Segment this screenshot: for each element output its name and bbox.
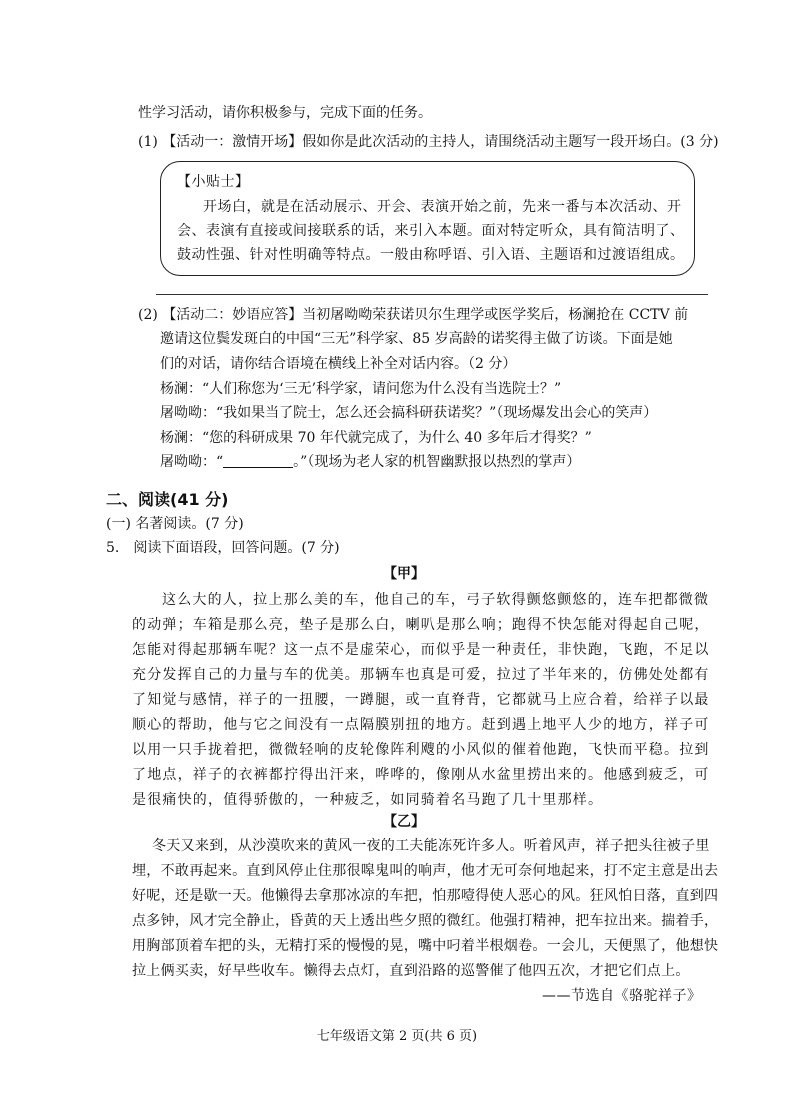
question-2-line bbox=[138, 305, 688, 325]
dialogue-line: 屠呦呦：“我如果当了院士，怎么还会搞科研获诺奖？”（现场爆发出会心的笑声） bbox=[160, 405, 658, 421]
passage-yi-line: 好呢，还是歇一天。他懒得去拿那冰凉的车把，怕那噎得使人恶心的风。狂风怕日落，直到四 bbox=[132, 888, 719, 904]
intro-line: 性学习活动，请你积极参与，完成下面的任务。 bbox=[138, 105, 432, 121]
section-2-title: 二、阅读(41 分) bbox=[106, 490, 229, 509]
passage-jia-line: 充分发挥自己的力量与车的优美。那辆车也真是可爱，拉过了半年来的，仿佛处处都有 bbox=[132, 667, 710, 683]
passage-jia-line: 顺心的帮助，他与它之间没有一点隔膜别扭的地方。赶到遇上地平人少的地方，祥子可 bbox=[132, 717, 710, 733]
question-5: 5. 阅读下面语段，回答问题。(7 分) bbox=[106, 540, 340, 556]
passage-jia-heading: 【甲】 bbox=[383, 566, 425, 582]
tip-line: 开场白，就是在活动展示、开会、表演开始之前，先来一番与本次活动、开 bbox=[203, 199, 682, 215]
divider-line bbox=[156, 294, 708, 295]
tip-line: 鼓动性强、针对性明确等特点。一般由称呼语、引入语、主题语和过渡语组成。 bbox=[177, 247, 685, 263]
tip-title: 【小贴士】 bbox=[177, 174, 250, 190]
passage-yi-line: 点多钟，风才完全静止，昏黄的天上透出些夕照的微红。他强打精神，把车拉出来。揣着手， bbox=[132, 913, 719, 929]
passage-yi-line: 埋，不敢再起来。直到风停止住那很嗥鬼叫的响声，他才无可奈何地起来，打不定主意是出去 bbox=[132, 863, 719, 879]
passage-jia-line: 了知觉与感情，祥子的一扭腰，一蹲腿，或一直脊背，它都就马上应合着，给祥子以最 bbox=[132, 692, 710, 708]
answer-suffix: 。”（现场为老人家的机智幽默报以热烈的掌声） bbox=[293, 454, 581, 470]
passage-yi-heading: 【乙】 bbox=[383, 814, 425, 830]
question-2-line: 邀请这位鬓发斑白的中国“三无”科学家、85 岁高龄的诺奖得主做了访谈。下面是她 bbox=[160, 331, 673, 347]
page-footer: 七年级语文第 2 页(共 6 页) bbox=[316, 1029, 478, 1044]
question-1-number: (1) bbox=[138, 134, 158, 150]
dialogue-line: 杨澜：“您的科研成果 70 年代就完成了，为什么 40 多年后才得奖？” bbox=[160, 430, 592, 446]
passage-jia-line: 是很痛快的，值得骄傲的，一种疲乏，如同骑着名马跑了几十里那样。 bbox=[132, 792, 604, 808]
passage-source: ——节选自《骆驼祥子》 bbox=[542, 988, 702, 1004]
section-2-subtitle: (一) 名著阅读。(7 分) bbox=[106, 516, 244, 532]
question-2-text: 【活动二：妙语应答】当初屠呦呦荣获诺贝尔生理学或医学奖后，杨澜抢在 CCTV 前 bbox=[162, 307, 689, 323]
passage-jia-line: 怎能对得起那辆车呢？这一点不是虚荣心，而似乎是一种责任，非快跑，飞跑，不足以 bbox=[132, 642, 710, 658]
dialogue-line: 杨澜：“人们称您为‘三无’科学家，请问您为什么没有当选院士？” bbox=[160, 381, 562, 397]
passage-jia-line: 这么大的人，拉上那么美的车，他自己的车，弓子软得颤悠颤悠的，连车把都微微 bbox=[162, 592, 710, 608]
passage-jia-line: 的动弹；车箱是那么亮，垫子是那么白，喇叭是那么响；跑得不快怎能对得起自己呢， bbox=[132, 617, 710, 633]
passage-jia-line: 了地点，祥子的衣裤都拧得出汗来，哗哗的，像刚从水盆里捞出来的。他感到疲乏，可 bbox=[132, 767, 710, 783]
answer-line bbox=[160, 452, 580, 472]
passage-jia-line: 以用一只手拢着把，微微轻响的皮轮像阵利飕的小风似的催着他跑，飞快而平稳。拉到 bbox=[132, 742, 710, 758]
question-2-number: (2) bbox=[138, 307, 158, 323]
passage-yi-line: 用胸部顶着车把的头，无精打采的慢慢的晃，嘴中叼着半根烟卷。一会儿，天便黑了，他想快 bbox=[132, 938, 719, 954]
answer-blank[interactable] bbox=[223, 452, 293, 468]
passage-yi-line: 拉上俩买卖，好早些收车。懒得去点灯，直到沿路的巡警催了他四五次，才把它们点上。 bbox=[132, 963, 690, 979]
tip-line: 会、表演有直接或间接联系的话，来引入本题。面对特定听众，具有简洁明了、 bbox=[177, 223, 685, 239]
question-1 bbox=[138, 132, 719, 152]
passage-yi-line: 冬天又来到，从沙漠吹来的黄风一夜的工夫能冻死许多人。听着风声，祥子把头往被子里 bbox=[152, 838, 710, 854]
question-1-text: 【活动一：激情开场】假如你是此次活动的主持人，请围绕活动主题写一段开场白。(3 分) bbox=[162, 134, 719, 150]
answer-prefix: 屠呦呦：“ bbox=[160, 454, 224, 470]
question-2-line: 们的对话，请你结合语境在横线上补全对话内容。（2 分） bbox=[160, 356, 517, 372]
